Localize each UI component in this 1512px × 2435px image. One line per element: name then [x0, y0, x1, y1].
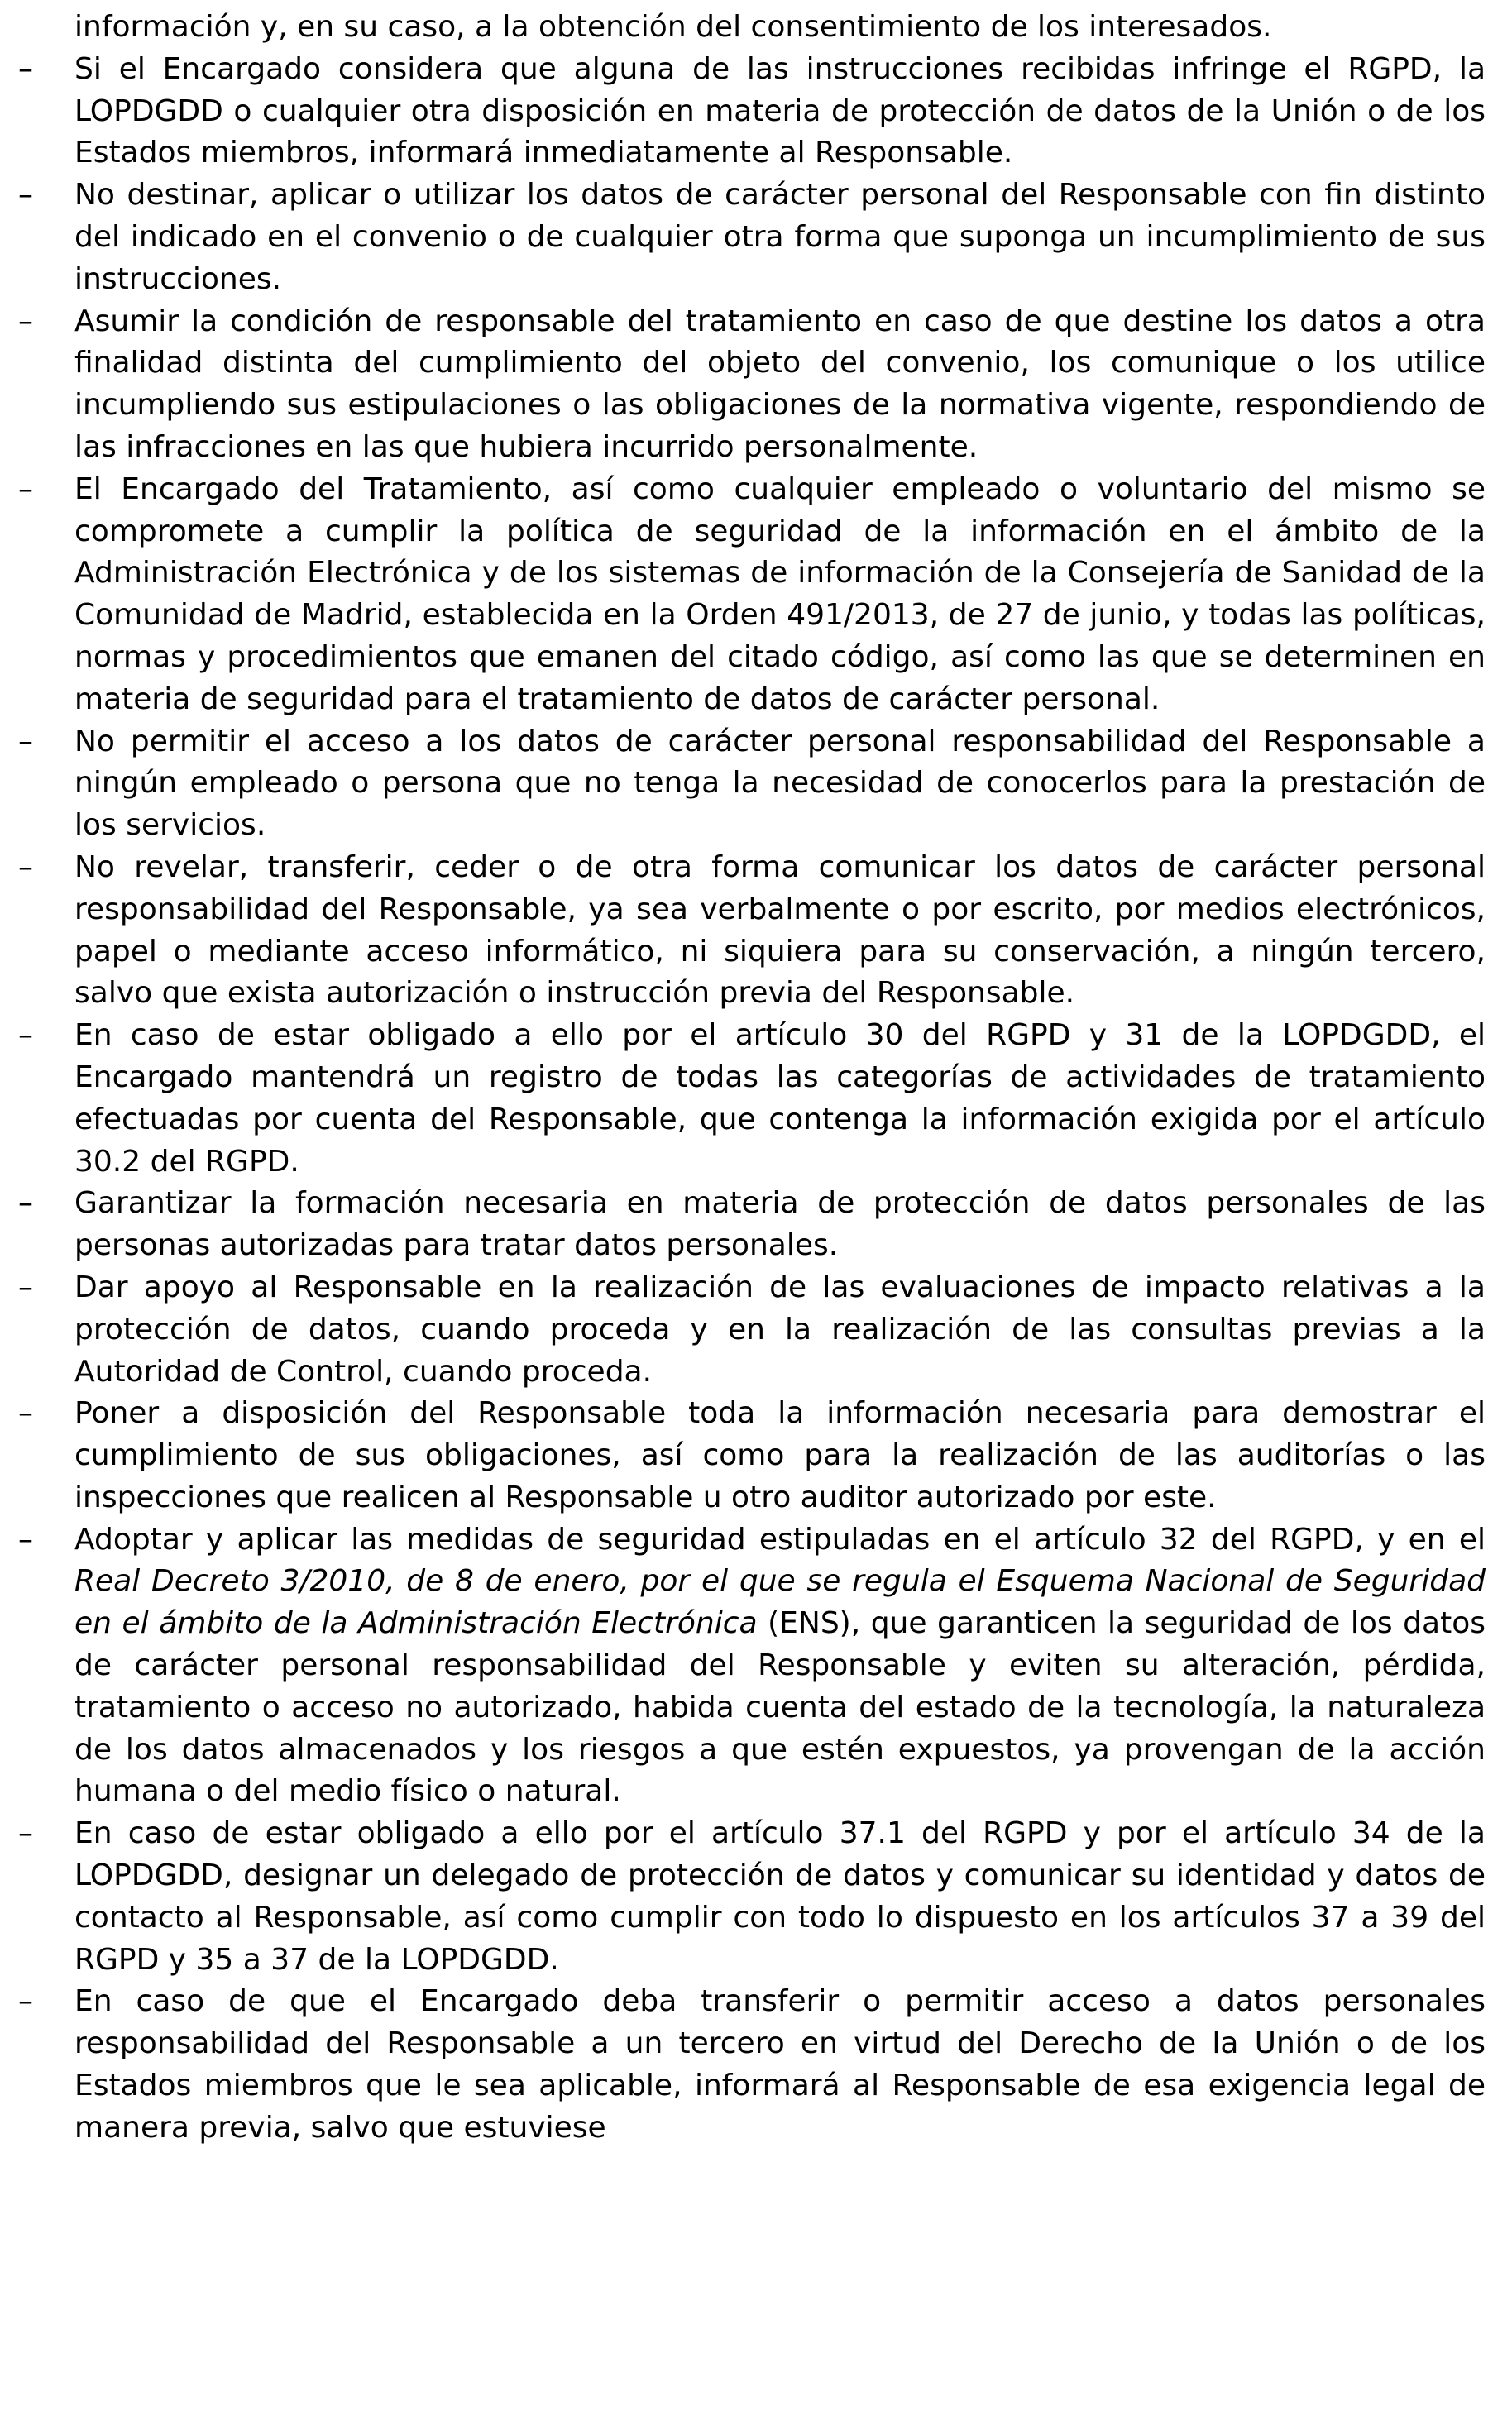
list-item	[0, 847, 1486, 1015]
list-item-text: Dar apoyo al Responsable en la realización de las evaluaciones de impacto relativas a la protección de datos, cuando proceda y en la realización de las consultas previas a la Autoridad de Control, cuando proceda.	[74, 1270, 1486, 1389]
list-item-text: En caso de que el Encargado deba transferir o permitir acceso a datos personales responsabilidad del Responsable a un tercero en virtud del Derecho de la Unión o de los Estados miembros que le sea aplicable, informará al Responsable de esa exigencia legal de manera previa, salvo que estuviese	[74, 1984, 1486, 2145]
list-item-text: No revelar, transferir, ceder o de otra forma comunicar los datos de carácter personal responsabilidad del Responsable, ya sea verbalmente o por escrito, por medios electrónicos, papel o mediante acceso informático, ni siquiera para su conservación, a ningún tercero, salvo que exista autorización o instrucción previa del Responsable.	[74, 849, 1486, 1011]
list-item	[0, 1393, 1486, 1519]
list-item	[0, 1813, 1486, 1981]
list-item	[0, 49, 1486, 175]
bullet-dash: –	[18, 51, 33, 86]
list-item	[0, 1267, 1486, 1393]
list-item-ens	[0, 1519, 1486, 1814]
obligations-list-continued	[0, 1813, 1512, 2149]
list-item	[0, 175, 1486, 300]
bullet-dash: –	[18, 1270, 33, 1304]
list-item-text: El Encargado del Tratamiento, así como cualquier empleado o voluntario del mismo se compromete a cumplir la política de seguridad de la información en el ámbito de la Administración Electrónica y de los sistemas de información de la Consejería de Sanidad de la Comunidad de Madrid, establecida en la Orden 491/2013, de 27 de junio, y todas las políticas, normas y procedimientos que emanen del citado código, así como las que se determinen en materia de seguridad para el tratamiento de datos de carácter personal.	[74, 471, 1486, 716]
list-item	[0, 1183, 1486, 1267]
bullet-dash: –	[18, 1522, 33, 1557]
bullet-dash: –	[18, 304, 33, 338]
list-item-text: Garantizar la formación necesaria en materia de protección de datos personales de las personas autorizadas para tratar datos personales.	[74, 1186, 1486, 1263]
bullet-dash: –	[18, 1018, 33, 1053]
list-item	[0, 1981, 1486, 2149]
bullet-dash: –	[18, 1186, 33, 1221]
list-item-text: Poner a disposición del Responsable toda la información necesaria para demostrar el cumplimiento de sus obligaciones, así como para la realización de las auditorías o las inspecciones que realicen al Responsable u otro auditor autorizado por este.	[74, 1396, 1486, 1514]
bullet-dash: –	[18, 1816, 33, 1851]
bullet-dash: –	[18, 1396, 33, 1431]
list-item-text: En caso de estar obligado a ello por el artículo 30 del RGPD y 31 de la LOPDGDD, el Encargado mantendrá un registro de todas las categorías de actividades de tratamiento efectuadas por cuenta del Responsable, que contenga la información exigida por el artículo 30.2 del RGPD.	[74, 1018, 1486, 1179]
document-page	[0, 7, 1512, 2150]
list-item	[0, 721, 1486, 847]
continuation-text: información y, en su caso, a la obtención del consentimiento de los interesados.	[74, 10, 1272, 44]
list-item	[0, 301, 1486, 469]
ens-before: Adoptar y aplicar las medidas de seguridad estipuladas en el artículo 32 del RGPD, y en el	[74, 1522, 1486, 1557]
ens-italic-reference: Real Decreto 3/2010, de 8 de enero, por el que se regula el Esquema Nacional de Seguridad en el ámbito de la Administración Electrónica	[74, 1564, 1486, 1641]
bullet-dash: –	[18, 849, 33, 884]
bullet-dash: –	[18, 471, 33, 506]
list-item-text: No permitir el acceso a los datos de carácter personal responsabilidad del Responsable a ningún empleado o persona que no tenga la necesidad de conocerlos para la prestación de los servicios.	[74, 724, 1486, 843]
list-item-text: Si el Encargado considera que alguna de las instrucciones recibidas infringe el RGPD, la LOPDGDD o cualquier otra disposición en materia de protección de datos de la Unión o de los Estados miembros, informará inmediatamente al Responsable.	[74, 51, 1486, 170]
list-item	[0, 469, 1486, 721]
obligations-list	[0, 49, 1512, 1519]
list-item-text: Asumir la condición de responsable del tratamiento en caso de que destine los datos a otra finalidad distinta del cumplimiento del objeto del convenio, los comunique o los utilice incumpliendo sus estipulaciones o las obligaciones de la normativa vigente, respondiendo de las infracciones en las que hubiera incurrido personalmente.	[74, 304, 1486, 464]
list-item-text: En caso de estar obligado a ello por el artículo 37.1 del RGPD y por el artículo 34 de la LOPDGDD, designar un delegado de protección de datos y comunicar su identidad y datos de contacto al Responsable, así como cumplir con todo lo dispuesto en los artículos 37 a 39 del RGPD y 35 a 37 de la LOPDGDD.	[74, 1816, 1486, 1977]
list-item	[0, 1015, 1486, 1183]
ens-after: (ENS), que garanticen la seguridad de los datos de carácter personal responsabilidad del Responsable y eviten su alteración, pérdida, tratamiento o acceso no autorizado, habida cuenta del estado de la tecnología, la naturaleza de los datos almacenados y los riesgos a que estén expuestos, ya provengan de la acción humana o del medio físico o natural.	[74, 1606, 1486, 1809]
list-item-text: No destinar, aplicar o utilizar los datos de carácter personal del Responsable con fin distinto del indicado en el convenio o de cualquier otra forma que suponga un incumplimiento de sus instrucciones.	[74, 178, 1486, 296]
bullet-dash: –	[18, 1984, 33, 2019]
bullet-dash: –	[18, 178, 33, 213]
bullet-dash: –	[18, 724, 33, 758]
